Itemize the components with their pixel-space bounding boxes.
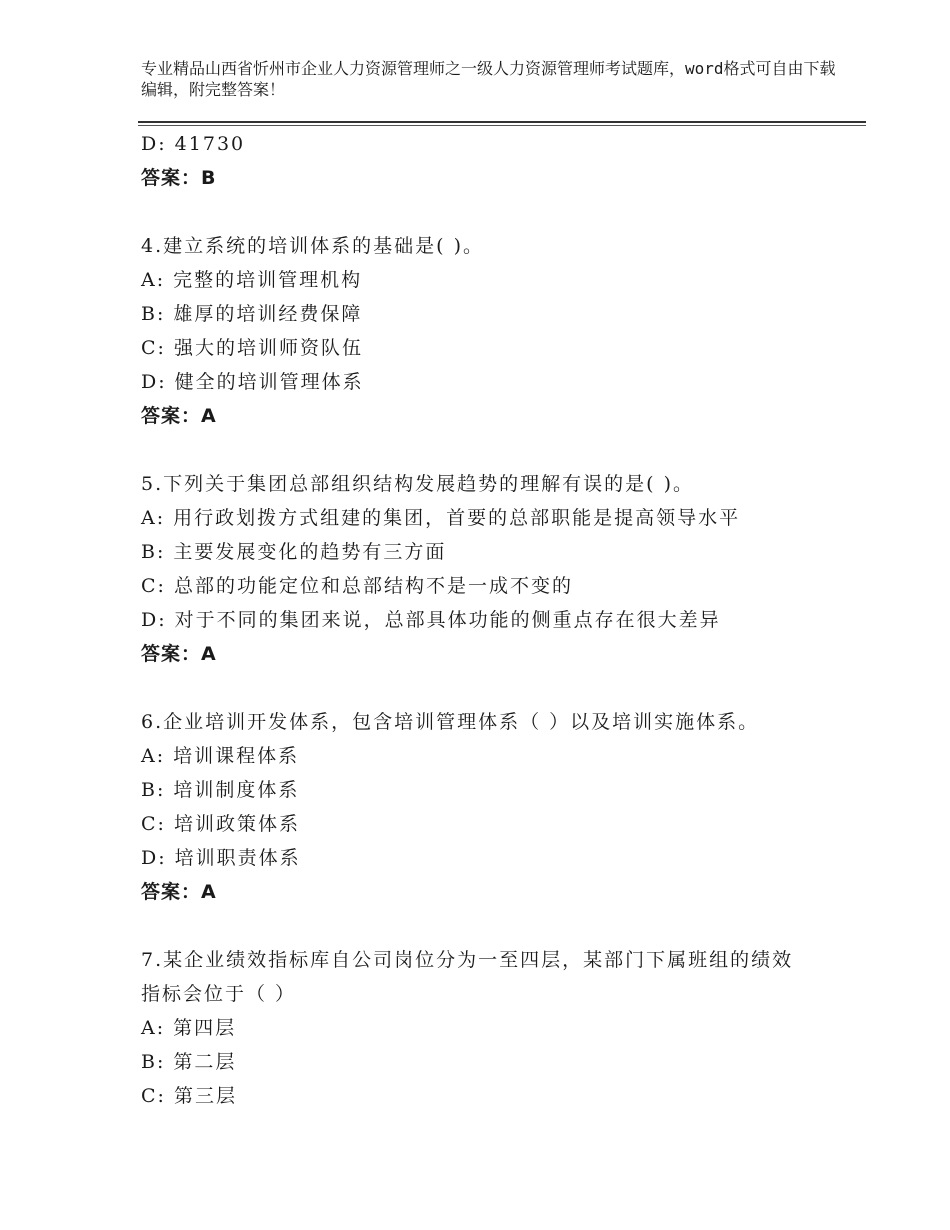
answer: 答案：A <box>141 643 217 665</box>
header-divider-thin <box>138 125 866 126</box>
option-a: A: 完整的培训管理机构 <box>141 269 363 291</box>
option-c: C: 第三层 <box>141 1085 237 1107</box>
option-b: B: 第二层 <box>141 1051 237 1073</box>
option-b: B: 雄厚的培训经费保障 <box>141 303 363 325</box>
option-a: A: 用行政划拨方式组建的集团，首要的总部职能是提高领导水平 <box>141 507 741 529</box>
spacer <box>141 433 841 467</box>
question-stem: 4.建立系统的培训体系的基础是( )。 <box>141 235 484 257</box>
question-4 <box>141 229 841 433</box>
question-stem: 5.下列关于集团总部组织结构发展趋势的理解有误的是( )。 <box>141 473 694 495</box>
option-a: A: 培训课程体系 <box>141 745 300 767</box>
question-5 <box>141 467 841 671</box>
option-c: C: 总部的功能定位和总部结构不是一成不变的 <box>141 575 573 597</box>
question-6 <box>141 705 841 909</box>
option-c: C: 强大的培训师资队伍 <box>141 337 363 359</box>
question-stem: 7.某企业绩效指标库自公司岗位分为一至四层，某部门下属班组的绩效指标会位于（ ） <box>141 949 794 1005</box>
option-b: B: 主要发展变化的趋势有三方面 <box>141 541 447 563</box>
answer: 答案：A <box>141 881 217 903</box>
spacer <box>141 909 841 943</box>
option-d: D: 对于不同的集团来说，总部具体功能的侧重点存在很大差异 <box>141 609 721 631</box>
answer: 答案：A <box>141 405 217 427</box>
answer: 答案：B <box>141 167 217 189</box>
option-d: D: 培训职责体系 <box>141 847 301 869</box>
option-b: B: 培训制度体系 <box>141 779 300 801</box>
document-header <box>141 58 841 100</box>
spacer <box>141 671 841 705</box>
header-divider <box>138 121 866 123</box>
header-title: 专业精品山西省忻州市企业人力资源管理师之一级人力资源管理师考试题库，word格式可自由下载编辑，附完整答案！ <box>141 59 836 99</box>
option-c: C: 培训政策体系 <box>141 813 300 835</box>
spacer <box>141 195 841 229</box>
question-list <box>141 127 841 1113</box>
option-d: D: 健全的培训管理体系 <box>141 371 364 393</box>
question-7 <box>141 943 841 1113</box>
option-a: A: 第四层 <box>141 1017 237 1039</box>
option-d: D: 41730 <box>141 133 246 155</box>
question-stem: 6.企业培训开发体系，包含培训管理体系（ ）以及培训实施体系。 <box>141 711 760 733</box>
